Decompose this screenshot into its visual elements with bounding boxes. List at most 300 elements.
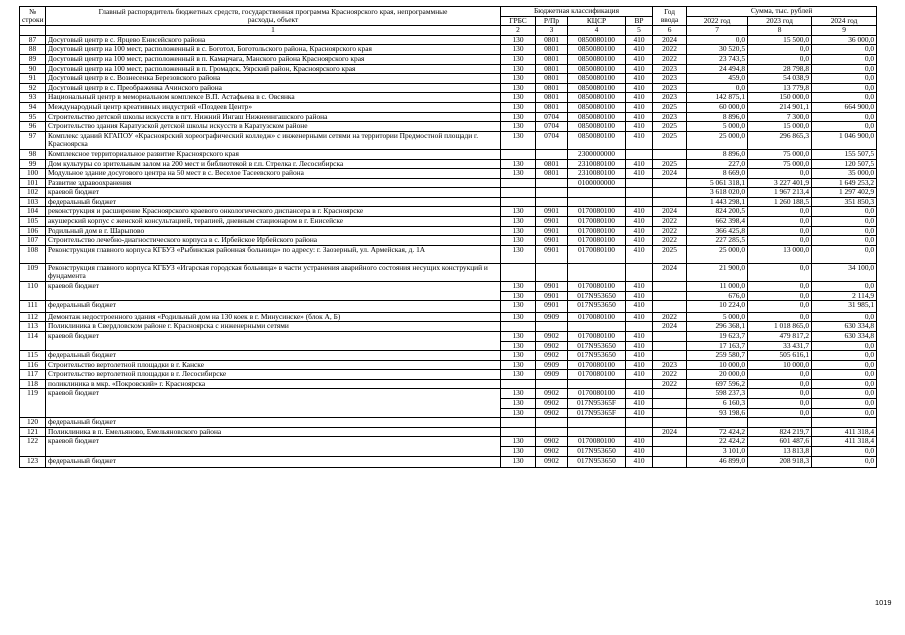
sum-2024-cell: 0,0 <box>812 312 877 322</box>
year-cell <box>653 331 687 341</box>
column-number: 4 <box>568 26 626 36</box>
rzpr-cell <box>536 263 568 281</box>
kcsr-cell <box>568 427 626 437</box>
header-rzpr: Р/Пр <box>536 16 568 26</box>
object-name-cell: реконструкция и расширение Красноярского краевого онкологического диспансера в г. Красноярске <box>46 207 501 217</box>
table-row <box>20 282 877 292</box>
row-number-cell: 98 <box>20 149 46 159</box>
table-row <box>20 102 877 112</box>
grbs-cell: 130 <box>501 112 536 122</box>
sum-2024-cell: 0,0 <box>812 207 877 217</box>
rzpr-cell: 0909 <box>536 312 568 322</box>
sum-2024-cell: 0,0 <box>812 93 877 103</box>
sum-2024-cell: 0,0 <box>812 54 877 64</box>
vr-cell: 410 <box>626 360 653 370</box>
header-kcsr: КЦСР <box>568 16 626 26</box>
table-row <box>20 379 877 389</box>
grbs-cell: 130 <box>501 93 536 103</box>
table-row <box>20 370 877 380</box>
rzpr-cell: 0902 <box>536 331 568 341</box>
rzpr-cell: 0901 <box>536 226 568 236</box>
object-name-cell: Строительство детской школы искусств в пгт. Нижний Ингаш Нижнеингашского района <box>46 112 501 122</box>
row-number-cell: 104 <box>20 207 46 217</box>
sum-2022-cell: 227,0 <box>687 159 748 169</box>
vr-cell <box>626 418 653 428</box>
year-cell <box>653 399 687 409</box>
object-name-cell: краевой бюджет <box>46 282 501 301</box>
sum-2022-cell: 8 896,0 <box>687 112 748 122</box>
object-name-cell: Реконструкция главного корпуса КГБУЗ «Игарская городская больница» в части устранения аварийного состояния несущих конструкций и фундамента <box>46 263 501 281</box>
vr-cell: 410 <box>626 207 653 217</box>
vr-cell: 410 <box>626 351 653 361</box>
row-number-cell: 90 <box>20 64 46 74</box>
rzpr-cell: 0902 <box>536 389 568 399</box>
header-vr: ВР <box>626 16 653 26</box>
sum-2024-cell: 0,0 <box>812 45 877 55</box>
rzpr-cell: 0801 <box>536 159 568 169</box>
table-row <box>20 236 877 246</box>
sum-2022-cell: 296 368,1 <box>687 322 748 332</box>
year-cell: 2022 <box>653 226 687 236</box>
kcsr-cell: 0170080100 <box>568 370 626 380</box>
grbs-cell: 130 <box>501 399 536 409</box>
object-name-cell: Модульное здание досугового центра на 50 мест в с. Веселое Тасеевского района <box>46 169 501 179</box>
sum-2024-cell: 0,0 <box>812 351 877 361</box>
object-name-cell: Строительство лечебно-диагностического корпуса в с. Ирбейское Ирбейского района <box>46 236 501 246</box>
sum-2024-cell: 0,0 <box>812 122 877 132</box>
object-name-cell: Строительство вертолетной площадки в г. Лесосибирске <box>46 370 501 380</box>
object-name-cell: Досуговый центр на 100 мест, расположенный в п. Громадск, Уярский район, Красноярского края <box>46 64 501 74</box>
table-row <box>20 263 877 281</box>
sum-2022-cell: 21 900,0 <box>687 263 748 281</box>
year-cell <box>653 351 687 361</box>
object-name-cell: Международный центр креативных индустрий «Поздеев Центр» <box>46 102 501 112</box>
table-row <box>20 74 877 84</box>
header-commission-year: Год ввода <box>653 7 687 26</box>
grbs-cell: 130 <box>501 83 536 93</box>
row-number-cell: 108 <box>20 245 46 263</box>
sum-2022-cell: 598 237,3 <box>687 389 748 399</box>
vr-cell: 410 <box>626 341 653 351</box>
row-number-cell: 120 <box>20 418 46 428</box>
row-number-cell: 91 <box>20 74 46 84</box>
kcsr-cell: 0850080100 <box>568 93 626 103</box>
object-name-cell: краевой бюджет <box>46 331 501 350</box>
vr-cell <box>626 188 653 198</box>
sum-2024-cell <box>812 418 877 428</box>
grbs-cell: 130 <box>501 236 536 246</box>
sum-2022-cell: 227 285,5 <box>687 236 748 246</box>
kcsr-cell <box>568 379 626 389</box>
rzpr-cell <box>536 427 568 437</box>
sum-2023-cell: 0,0 <box>748 263 812 281</box>
grbs-cell: 130 <box>501 54 536 64</box>
kcsr-cell: 0850080100 <box>568 54 626 64</box>
vr-cell: 410 <box>626 112 653 122</box>
sum-2023-cell: 13 000,0 <box>748 245 812 263</box>
sum-2024-cell: 0,0 <box>812 83 877 93</box>
year-cell: 2023 <box>653 74 687 84</box>
sum-2023-cell: 0,0 <box>748 399 812 409</box>
column-number: 8 <box>748 26 812 36</box>
grbs-cell: 130 <box>501 226 536 236</box>
grbs-cell <box>501 188 536 198</box>
sum-2023-cell: 0,0 <box>748 408 812 418</box>
table-row <box>20 54 877 64</box>
grbs-cell: 130 <box>501 331 536 341</box>
table-row <box>20 301 877 313</box>
sum-2023-cell: 7 300,0 <box>748 112 812 122</box>
year-cell: 2022 <box>653 379 687 389</box>
sum-2022-cell: 8 669,0 <box>687 169 748 179</box>
year-cell: 2025 <box>653 131 687 149</box>
kcsr-cell: 017N953650 <box>568 291 626 301</box>
grbs-cell: 130 <box>501 291 536 301</box>
sum-2022-cell: 142 875,1 <box>687 93 748 103</box>
vr-cell: 410 <box>626 54 653 64</box>
row-number-cell: 119 <box>20 389 46 418</box>
rzpr-cell: 0909 <box>536 360 568 370</box>
year-cell: 2022 <box>653 45 687 55</box>
row-number-cell: 87 <box>20 35 46 45</box>
grbs-cell: 130 <box>501 370 536 380</box>
sum-2023-cell <box>748 418 812 428</box>
object-name-cell: федеральный бюджет <box>46 197 501 207</box>
row-number-cell: 122 <box>20 437 46 456</box>
rzpr-cell: 0902 <box>536 399 568 409</box>
sum-2023-cell: 75 000,0 <box>748 149 812 159</box>
kcsr-cell: 0170080100 <box>568 331 626 341</box>
sum-2023-cell: 1 967 213,4 <box>748 188 812 198</box>
table-row <box>20 427 877 437</box>
sum-2023-cell: 0,0 <box>748 379 812 389</box>
rzpr-cell: 0902 <box>536 351 568 361</box>
sum-2024-cell: 0,0 <box>812 399 877 409</box>
grbs-cell: 130 <box>501 447 536 457</box>
rzpr-cell: 0801 <box>536 83 568 93</box>
sum-2022-cell <box>687 418 748 428</box>
kcsr-cell: 0170080100 <box>568 236 626 246</box>
row-number-cell: 112 <box>20 312 46 322</box>
header-grbs: ГРБС <box>501 16 536 26</box>
grbs-cell: 130 <box>501 312 536 322</box>
sum-2024-cell: 630 334,8 <box>812 322 877 332</box>
vr-cell: 410 <box>626 291 653 301</box>
column-number: 5 <box>626 26 653 36</box>
sum-2023-cell: 214 901,1 <box>748 102 812 112</box>
sum-2023-cell: 13 779,8 <box>748 83 812 93</box>
object-name-cell: федеральный бюджет <box>46 418 501 428</box>
rzpr-cell: 0801 <box>536 54 568 64</box>
sum-2023-cell: 0,0 <box>748 236 812 246</box>
year-cell <box>653 188 687 198</box>
object-name-cell: Дом культуры со зрительным залом на 200 мест и библиотекой в г.п. Стрелка г. Лесосибирска <box>46 159 501 169</box>
year-cell: 2022 <box>653 312 687 322</box>
year-cell: 2024 <box>653 322 687 332</box>
kcsr-cell: 0850080100 <box>568 45 626 55</box>
year-cell <box>653 437 687 447</box>
object-name-cell: Комплекс зданий КГАПОУ «Красноярский хореографический колледж» с инженерными сетями на территории Предмостной площади г. Красноярска <box>46 131 501 149</box>
sum-2023-cell: 0,0 <box>748 301 812 313</box>
sum-2022-cell: 662 398,4 <box>687 217 748 227</box>
object-name-cell: акушерский корпус с женской консультацией, терапией, дневным стационаром в г. Енисейске <box>46 217 501 227</box>
vr-cell: 410 <box>626 389 653 399</box>
grbs-cell: 130 <box>501 122 536 132</box>
sum-2023-cell: 0,0 <box>748 312 812 322</box>
sum-2024-cell: 0,0 <box>812 370 877 380</box>
year-cell: 2025 <box>653 245 687 263</box>
row-number-cell: 110 <box>20 282 46 301</box>
kcsr-cell: 0170080100 <box>568 282 626 292</box>
table-row <box>20 437 877 447</box>
kcsr-cell: 017N953650 <box>568 301 626 313</box>
year-cell: 2022 <box>653 54 687 64</box>
vr-cell: 410 <box>626 74 653 84</box>
sum-2023-cell: 0,0 <box>748 169 812 179</box>
row-number-cell: 88 <box>20 45 46 55</box>
sum-2024-cell: 120 507,5 <box>812 159 877 169</box>
year-cell: 2023 <box>653 93 687 103</box>
row-number-cell: 99 <box>20 159 46 169</box>
object-name-cell: Досуговый центр в с. Вознесенка Березовского района <box>46 74 501 84</box>
grbs-cell: 130 <box>501 437 536 447</box>
sum-2023-cell: 33 431,7 <box>748 341 812 351</box>
sum-2023-cell: 28 798,8 <box>748 64 812 74</box>
object-name-cell: Досуговый центр в с. Преображенка Ачинского района <box>46 83 501 93</box>
vr-cell: 410 <box>626 83 653 93</box>
kcsr-cell: 0170080100 <box>568 360 626 370</box>
year-cell: 2024 <box>653 427 687 437</box>
grbs-cell <box>501 263 536 281</box>
table-row <box>20 322 877 332</box>
column-number: 6 <box>653 26 687 36</box>
sum-2024-cell: 411 318,4 <box>812 427 877 437</box>
vr-cell: 410 <box>626 35 653 45</box>
sum-2024-cell: 0,0 <box>812 112 877 122</box>
rzpr-cell: 0801 <box>536 74 568 84</box>
kcsr-cell: 0170080100 <box>568 389 626 399</box>
vr-cell: 410 <box>626 64 653 74</box>
row-number-cell: 114 <box>20 331 46 350</box>
kcsr-cell: 0850080100 <box>568 35 626 45</box>
vr-cell: 410 <box>626 159 653 169</box>
table-row <box>20 197 877 207</box>
sum-2023-cell: 505 616,1 <box>748 351 812 361</box>
year-cell: 2022 <box>653 217 687 227</box>
kcsr-cell: 017N953650 <box>568 447 626 457</box>
rzpr-cell <box>536 188 568 198</box>
table-row <box>20 149 877 159</box>
rzpr-cell: 0704 <box>536 131 568 149</box>
year-cell <box>653 447 687 457</box>
sum-2022-cell: 25 000,0 <box>687 245 748 263</box>
kcsr-cell: 017N953650 <box>568 456 626 468</box>
kcsr-cell <box>568 322 626 332</box>
header-budget-classification: Бюджетная классификация <box>501 7 653 17</box>
row-number-cell: 109 <box>20 263 46 281</box>
row-number-cell: 103 <box>20 197 46 207</box>
row-number-cell: 118 <box>20 379 46 389</box>
table-row <box>20 45 877 55</box>
object-name-cell: федеральный бюджет <box>46 301 501 313</box>
sum-2022-cell: 3 101,0 <box>687 447 748 457</box>
rzpr-cell <box>536 418 568 428</box>
table-row <box>20 122 877 132</box>
table-row <box>20 35 877 45</box>
sum-2024-cell: 0,0 <box>812 245 877 263</box>
sum-2022-cell: 0,0 <box>687 83 748 93</box>
rzpr-cell: 0901 <box>536 245 568 263</box>
grbs-cell <box>501 427 536 437</box>
sum-2022-cell: 5 061 318,1 <box>687 178 748 188</box>
vr-cell: 410 <box>626 245 653 263</box>
table-row <box>20 456 877 468</box>
column-number: 2 <box>501 26 536 36</box>
rzpr-cell: 0801 <box>536 45 568 55</box>
object-name-cell: Реконструкция главного корпуса КГБУЗ «Рыбинская районная больница» по адресу: г. Заозерный, ул. Армейская, д. 1А <box>46 245 501 263</box>
kcsr-cell: 2300000000 <box>568 149 626 159</box>
table-row <box>20 207 877 217</box>
row-number-cell: 123 <box>20 456 46 468</box>
vr-cell: 410 <box>626 93 653 103</box>
sum-2023-cell: 54 038,9 <box>748 74 812 84</box>
kcsr-cell: 0170080100 <box>568 245 626 263</box>
vr-cell <box>626 263 653 281</box>
vr-cell: 410 <box>626 437 653 447</box>
row-number-cell: 111 <box>20 301 46 313</box>
object-name-cell: краевой бюджет <box>46 437 501 456</box>
table-row <box>20 178 877 188</box>
table-row <box>20 112 877 122</box>
row-number-cell: 94 <box>20 102 46 112</box>
sum-2023-cell: 3 227 401,9 <box>748 178 812 188</box>
grbs-cell: 130 <box>501 301 536 313</box>
rzpr-cell: 0901 <box>536 282 568 292</box>
header-2023: 2023 год <box>748 16 812 26</box>
column-number: 3 <box>536 26 568 36</box>
sum-2024-cell: 0,0 <box>812 217 877 227</box>
year-cell: 2023 <box>653 360 687 370</box>
kcsr-cell: 017N95365F <box>568 399 626 409</box>
table-row <box>20 360 877 370</box>
rzpr-cell: 0902 <box>536 437 568 447</box>
sum-2024-cell: 0,0 <box>812 408 877 418</box>
sum-2023-cell: 0,0 <box>748 45 812 55</box>
sum-2023-cell: 824 219,7 <box>748 427 812 437</box>
year-cell: 2022 <box>653 236 687 246</box>
object-name-cell: Досуговый центр на 100 мест, расположенный в п. Камарчага, Манского района Красноярского края <box>46 54 501 64</box>
year-cell: 2023 <box>653 83 687 93</box>
kcsr-cell: 0850080100 <box>568 83 626 93</box>
grbs-cell <box>501 149 536 159</box>
sum-2022-cell: 1 443 298,1 <box>687 197 748 207</box>
row-number-cell: 96 <box>20 122 46 132</box>
column-number: 1 <box>46 26 501 36</box>
sum-2023-cell: 601 487,6 <box>748 437 812 447</box>
sum-2024-cell: 664 900,0 <box>812 102 877 112</box>
row-number-cell: 97 <box>20 131 46 149</box>
sum-2022-cell: 8 896,0 <box>687 149 748 159</box>
kcsr-cell: 0170080100 <box>568 437 626 447</box>
kcsr-cell: 0100000000 <box>568 178 626 188</box>
vr-cell: 410 <box>626 217 653 227</box>
sum-2024-cell: 2 114,9 <box>812 291 877 301</box>
column-number: 9 <box>812 26 877 36</box>
sum-2024-cell: 0,0 <box>812 341 877 351</box>
grbs-cell <box>501 418 536 428</box>
table-row <box>20 351 877 361</box>
vr-cell: 410 <box>626 236 653 246</box>
grbs-cell: 130 <box>501 408 536 418</box>
object-name-cell: Досуговый центр в с. Ярцево Енисейского района <box>46 35 501 45</box>
sum-2024-cell: 0,0 <box>812 282 877 292</box>
rzpr-cell: 0801 <box>536 102 568 112</box>
sum-2022-cell: 6 160,3 <box>687 399 748 409</box>
rzpr-cell: 0801 <box>536 64 568 74</box>
table-row <box>20 83 877 93</box>
row-number-cell: 92 <box>20 83 46 93</box>
rzpr-cell: 0704 <box>536 112 568 122</box>
rzpr-cell: 0902 <box>536 447 568 457</box>
sum-2022-cell: 23 743,5 <box>687 54 748 64</box>
grbs-cell: 130 <box>501 102 536 112</box>
budget-document <box>19 6 876 468</box>
object-name-cell: поликлиника в мкр. «Покровский» г. Красноярска <box>46 379 501 389</box>
sum-2024-cell: 411 318,4 <box>812 437 877 447</box>
sum-2023-cell: 13 813,8 <box>748 447 812 457</box>
sum-2022-cell: 11 000,0 <box>687 282 748 292</box>
rzpr-cell: 0902 <box>536 408 568 418</box>
rzpr-cell: 0901 <box>536 217 568 227</box>
kcsr-cell: 0850080100 <box>568 74 626 84</box>
grbs-cell: 130 <box>501 35 536 45</box>
sum-2023-cell: 0,0 <box>748 291 812 301</box>
table-row <box>20 226 877 236</box>
object-name-cell: федеральный бюджет <box>46 351 501 361</box>
table-row <box>20 93 877 103</box>
sum-2023-cell: 0,0 <box>748 282 812 292</box>
vr-cell: 410 <box>626 122 653 132</box>
object-name-cell: Национальный центр в мемориальном комплексе В.П. Астафьева в с. Овсянка <box>46 93 501 103</box>
year-cell: 2024 <box>653 169 687 179</box>
table-row <box>20 389 877 399</box>
table-row <box>20 169 877 179</box>
table-body <box>20 35 877 467</box>
sum-2024-cell: 0,0 <box>812 389 877 399</box>
sum-2023-cell: 208 918,3 <box>748 456 812 468</box>
sum-2024-cell: 0,0 <box>812 226 877 236</box>
kcsr-cell: 0170080100 <box>568 312 626 322</box>
sum-2022-cell: 19 623,7 <box>687 331 748 341</box>
column-number: 7 <box>687 26 748 36</box>
sum-2023-cell: 75 000,0 <box>748 159 812 169</box>
sum-2024-cell: 0,0 <box>812 379 877 389</box>
object-name-cell: Поликлиника в п. Емельяново, Емельяновского района <box>46 427 501 437</box>
sum-2024-cell: 0,0 <box>812 447 877 457</box>
kcsr-cell: 017N953650 <box>568 341 626 351</box>
vr-cell: 410 <box>626 226 653 236</box>
sum-2024-cell: 0,0 <box>812 64 877 74</box>
vr-cell <box>626 379 653 389</box>
vr-cell: 410 <box>626 447 653 457</box>
vr-cell <box>626 322 653 332</box>
vr-cell: 410 <box>626 399 653 409</box>
row-number-cell: 107 <box>20 236 46 246</box>
vr-cell: 410 <box>626 408 653 418</box>
sum-2022-cell: 0,0 <box>687 35 748 45</box>
sum-2023-cell: 15 500,0 <box>748 35 812 45</box>
sum-2024-cell: 0,0 <box>812 236 877 246</box>
